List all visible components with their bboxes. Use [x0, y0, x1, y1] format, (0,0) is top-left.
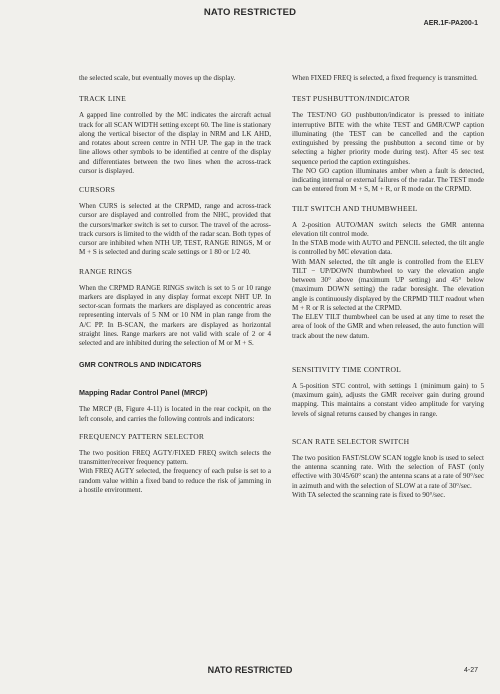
document-id: AER.1F-PA200-1	[423, 20, 478, 27]
paragraph-tilt-1: A 2-position AUTO/MAN switch selects the GMR antenna elevation tilt control mode.	[292, 220, 484, 238]
footer-classification: NATO RESTRICTED	[207, 665, 293, 675]
heading-test-pushbutton: TEST PUSHBUTTON/INDICATOR	[292, 94, 410, 104]
paragraph-range-rings: When the CRPMD RANGE RINGS switch is set to 5 or 10 range markers are displayed in any display format except NHT UP. In sector-scan formats the markers are displayed as concentric areas representing intervals of 5 NM or 10 NM in plan range from the A/C PP. In B-SCAN, the markers are displayed as horizontal straight lines. Range markers are not valid with scale of 2 or 4 selected and are inhibited during the selection of M or M + S.	[79, 283, 271, 347]
heading-cursors: CURSORS	[79, 185, 116, 194]
page-number: 4-27	[463, 667, 478, 674]
heading-tilt: TILT SWITCH AND THUMBWHEEL	[292, 203, 418, 213]
paragraph-stc: A 5-position STC control, with settings 1 (minimum gain) to 5 (maximum gain), adjusts the GMR receiver gain during ground mapping. This maintains a constant video amplitude for varying levels of signal returns caused by changes in range.	[292, 381, 484, 418]
paragraph-continued: the selected scale, but eventually moves up the display.	[79, 74, 236, 82]
heading-gmr-controls: GMR CONTROLS AND INDICATORS	[79, 360, 202, 370]
paragraph-frequency-pattern-1: The two position FREQ AGTY/FIXED FREQ switch selects the transmitter/receiver frequency pattern.	[79, 448, 271, 466]
heading-track-line: TRACK LINE	[79, 94, 126, 104]
paragraph-tilt-3: With MAN selected, the tilt angle is controlled from the ELEV TILT − UP/DOWN thumbwheel to vary the elevation angle between 30° above (maximum UP setting) and 45° below (maximum DOWN setting) the radar boresight. The elevation angle is continuously displayed by the CRPMD TILT readout when M + R or R is selected at the CRPMD.	[292, 257, 484, 312]
paragraph-mrcp: The MRCP (B, Figure 4-11) is located in the rear cockpit, on the left console, and carries the following controls and indicators:	[79, 405, 271, 423]
paragraph-track-line: A gapped line controlled by the MC indicates the aircraft actual track for all SCAN WIDTH setting except 60. The line is stationary along the vertical bisector of the display in NRM and LK AHD, and rotates about screen centre in NTH UP. The gap in the track line allows other symbols to be identified at centre of the display and differentiates between the two lines when the across-track cursor is displayed.	[79, 111, 272, 175]
right-column	[292, 74, 484, 500]
paragraph-test-2: The NO GO caption illuminates amber when a fault is detected, indicating internal or external failures of the radar. The TEST mode can be entered from M + S, M + R, or R mode on the CRPMD.	[292, 166, 484, 194]
heading-scan-rate: SCAN RATE SELECTOR SWITCH	[292, 436, 410, 446]
paragraph-fixed-freq: When FIXED FREQ is selected, a fixed frequency is transmitted.	[292, 74, 478, 82]
heading-stc: SENSITIVITY TIME CONTROL	[292, 364, 401, 374]
header-classification: NATO RESTRICTED	[203, 7, 297, 18]
paragraph-tilt-2: In the STAB mode with AUTO and PENCIL selected, the tilt angle is controlled by MC elevation data.	[292, 239, 484, 257]
paragraph-cursors: When CURS is selected at the CRPMD, range and across-track cursor are displayed and controlled from the NHC, provided that the cursors/marker switch is set to cursor. The travel of the across-track cursors is limited to the width of the radar scan. Both types of cursor are inhibited when NTH UP, TEST, RANGE RINGS, M or M + S is selected and during scale settings or 1 80 or 1/2 40.	[79, 202, 271, 257]
heading-range-rings: RANGE RINGS	[79, 266, 133, 276]
paragraph-tilt-4: The ELEV TILT thumbwheel can be used at any time to reset the area of look of the GMR and when released, the auto function will track about the new datum.	[292, 313, 484, 340]
paragraph-scan-rate-2: With TA selected the scanning rate is fixed to 90°/sec.	[292, 490, 446, 499]
paragraph-scan-rate-1: The two position FAST/SLOW SCAN toggle knob is used to select the antenna scanning rate. With the selection of FAST (only effective with 30/45/60° scan) the antenna scans at a rate of 90°/sec in azimuth and with the selection of SLOW at a rate of 30°/sec.	[292, 453, 484, 490]
heading-mrcp: Mapping Radar Control Panel (MRCP)	[79, 388, 208, 398]
paragraph-test-1: The TEST/NO GO pushbutton/indicator is pressed to initiate interruptive BITE with the white TEST and GMR/CWP caption illuminating (the TEST can be cancelled and the caption extinguished by pressing the pushbutton a second time or by selecting a higher priority mode during test). After 45 sec test sequence period the caption extinguishes.	[292, 111, 484, 166]
left-column	[79, 74, 271, 495]
heading-frequency-pattern: FREQUENCY PATTERN SELECTOR	[79, 431, 205, 441]
paragraph-frequency-pattern-2: With FREQ AGTY selected, the frequency of each pulse is set to a random value within a fixed band to reduce the risk of jamming in a hostile environment.	[79, 467, 271, 494]
